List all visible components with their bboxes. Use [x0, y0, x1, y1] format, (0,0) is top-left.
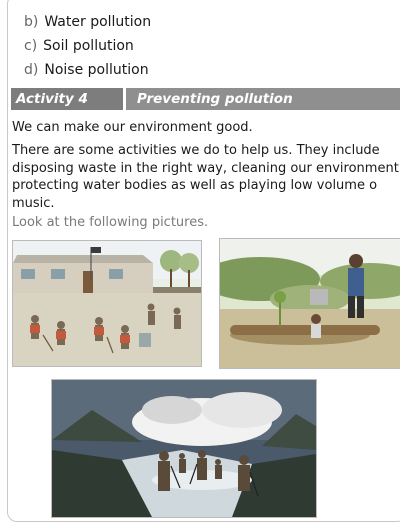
intro-text: We can make our environment good. — [12, 120, 253, 135]
body-paragraph — [12, 142, 399, 212]
activity-title: Preventing pollution — [137, 91, 293, 107]
river-cleaning-illustration — [51, 379, 317, 518]
body-line: disposing waste in the right way, cleaning our environment — [12, 160, 399, 176]
answer-options — [24, 10, 151, 82]
body-line: music. — [12, 195, 55, 211]
option-c — [24, 34, 151, 58]
activity-divider — [123, 88, 126, 110]
option-b — [24, 10, 151, 34]
option-letter: c) — [24, 38, 38, 54]
instruction-text: Look at the following pictures. — [12, 215, 209, 230]
option-text: Noise pollution — [44, 62, 149, 78]
option-letter: b) — [24, 14, 39, 30]
option-text: Water pollution — [44, 14, 152, 30]
activity-header — [11, 88, 400, 110]
option-d — [24, 58, 151, 82]
body-line: protecting water bodies as well as playing low volume o — [12, 178, 378, 193]
option-letter: d) — [24, 62, 39, 78]
option-text: Soil pollution — [43, 38, 134, 54]
body-line: There are some activities we do to help us. They include — [12, 143, 380, 158]
tree-planting-illustration — [219, 238, 400, 369]
school-cleaning-illustration — [12, 240, 202, 367]
activity-number: Activity 4 — [11, 88, 123, 110]
